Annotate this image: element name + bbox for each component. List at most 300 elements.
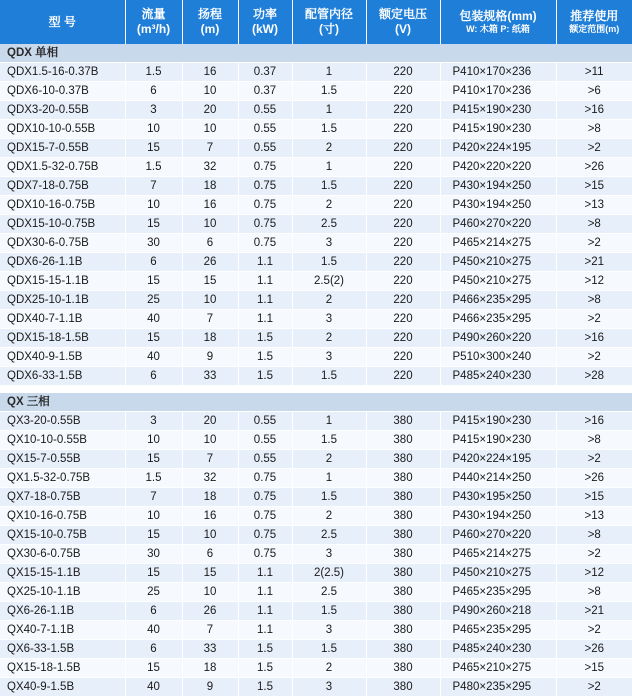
cell-package: P430×194×250 — [440, 196, 556, 215]
table-row — [0, 253, 632, 272]
cell-model: QDX10-16-0.75B — [0, 196, 125, 215]
cell-model: QX3-20-0.55B — [0, 412, 125, 431]
cell-recommend: >26 — [556, 469, 632, 488]
cell-voltage: 380 — [366, 602, 440, 621]
cell-flow: 1.5 — [125, 158, 182, 177]
cell-model: QX25-10-1.1B — [0, 583, 125, 602]
cell-package: P465×235×295 — [440, 583, 556, 602]
cell-model: QDX10-10-0.55B — [0, 120, 125, 139]
cell-model: QDX15-10-0.75B — [0, 215, 125, 234]
cell-voltage: 380 — [366, 621, 440, 640]
cell-flow: 15 — [125, 272, 182, 291]
cell-model: QX1.5-32-0.75B — [0, 469, 125, 488]
cell-head: 15 — [182, 564, 238, 583]
cell-flow: 30 — [125, 234, 182, 253]
cell-model: QDX6-10-0.37B — [0, 82, 125, 101]
cell-voltage: 220 — [366, 139, 440, 158]
table-row — [0, 621, 632, 640]
table-row — [0, 82, 632, 101]
cell-power: 0.75 — [238, 177, 292, 196]
cell-voltage: 380 — [366, 469, 440, 488]
table-row — [0, 158, 632, 177]
cell-head: 20 — [182, 412, 238, 431]
cell-pipe: 2 — [292, 291, 366, 310]
cell-power: 1.1 — [238, 564, 292, 583]
cell-package: P430×194×250 — [440, 177, 556, 196]
cell-voltage: 380 — [366, 526, 440, 545]
cell-model: QX40-9-1.5B — [0, 678, 125, 697]
cell-flow: 6 — [125, 253, 182, 272]
cell-package: P490×260×218 — [440, 602, 556, 621]
cell-recommend: >8 — [556, 215, 632, 234]
cell-voltage: 220 — [366, 367, 440, 386]
cell-recommend: >8 — [556, 526, 632, 545]
cell-recommend: >28 — [556, 367, 632, 386]
cell-pipe: 3 — [292, 310, 366, 329]
cell-model: QDX15-7-0.55B — [0, 139, 125, 158]
cell-head: 10 — [182, 82, 238, 101]
cell-flow: 10 — [125, 196, 182, 215]
cell-model: QDX25-10-1.1B — [0, 291, 125, 310]
cell-flow: 7 — [125, 177, 182, 196]
cell-pipe: 1.5 — [292, 82, 366, 101]
cell-recommend: >13 — [556, 507, 632, 526]
cell-package: P420×224×195 — [440, 139, 556, 158]
cell-recommend: >8 — [556, 431, 632, 450]
cell-voltage: 220 — [366, 158, 440, 177]
cell-pipe: 2 — [292, 659, 366, 678]
table-row — [0, 215, 632, 234]
cell-package: P410×170×236 — [440, 82, 556, 101]
cell-power: 1.1 — [238, 621, 292, 640]
cell-power: 0.75 — [238, 507, 292, 526]
cell-voltage: 380 — [366, 431, 440, 450]
cell-power: 0.75 — [238, 158, 292, 177]
cell-flow: 40 — [125, 348, 182, 367]
table-row — [0, 177, 632, 196]
cell-pipe: 1 — [292, 412, 366, 431]
header-flow: 流量 (m³/h) — [125, 0, 182, 44]
cell-package: P465×235×295 — [440, 621, 556, 640]
cell-model: QDX7-18-0.75B — [0, 177, 125, 196]
cell-pipe: 2.5 — [292, 583, 366, 602]
cell-recommend: >15 — [556, 177, 632, 196]
cell-pipe: 1 — [292, 158, 366, 177]
cell-head: 7 — [182, 310, 238, 329]
cell-flow: 15 — [125, 526, 182, 545]
cell-power: 0.75 — [238, 488, 292, 507]
table-row — [0, 545, 632, 564]
cell-recommend: >21 — [556, 253, 632, 272]
cell-package: P420×220×220 — [440, 158, 556, 177]
cell-power: 1.5 — [238, 640, 292, 659]
cell-pipe: 2 — [292, 329, 366, 348]
cell-pipe: 2 — [292, 196, 366, 215]
cell-voltage: 220 — [366, 177, 440, 196]
cell-model: QX6-26-1.1B — [0, 602, 125, 621]
table-row — [0, 367, 632, 386]
cell-head: 18 — [182, 659, 238, 678]
cell-package: P490×260×220 — [440, 329, 556, 348]
cell-flow: 6 — [125, 602, 182, 621]
cell-recommend: >16 — [556, 412, 632, 431]
cell-voltage: 220 — [366, 234, 440, 253]
cell-flow: 6 — [125, 640, 182, 659]
table-body — [0, 44, 632, 697]
cell-package: P450×210×275 — [440, 253, 556, 272]
cell-power: 0.37 — [238, 63, 292, 82]
cell-pipe: 2.5 — [292, 526, 366, 545]
cell-package: P430×194×250 — [440, 507, 556, 526]
cell-flow: 25 — [125, 291, 182, 310]
cell-power: 0.75 — [238, 545, 292, 564]
cell-power: 1.1 — [238, 253, 292, 272]
cell-head: 7 — [182, 621, 238, 640]
cell-flow: 3 — [125, 412, 182, 431]
cell-head: 32 — [182, 158, 238, 177]
cell-package: P450×210×275 — [440, 272, 556, 291]
cell-head: 6 — [182, 545, 238, 564]
cell-pipe: 1 — [292, 469, 366, 488]
cell-power: 0.37 — [238, 82, 292, 101]
cell-model: QX15-7-0.55B — [0, 450, 125, 469]
cell-package: P420×224×195 — [440, 450, 556, 469]
section-header-row — [0, 393, 632, 412]
cell-model: QDX15-15-1.1B — [0, 272, 125, 291]
cell-package: P415×190×230 — [440, 431, 556, 450]
cell-power: 0.55 — [238, 450, 292, 469]
cell-model: QX15-10-0.75B — [0, 526, 125, 545]
cell-power: 0.55 — [238, 139, 292, 158]
cell-head: 20 — [182, 101, 238, 120]
cell-head: 15 — [182, 272, 238, 291]
cell-power: 1.1 — [238, 310, 292, 329]
section-title: QDX 单相 — [0, 44, 632, 63]
cell-pipe: 2.5(2) — [292, 272, 366, 291]
cell-recommend: >12 — [556, 564, 632, 583]
table-row — [0, 526, 632, 545]
cell-model: QX15-15-1.1B — [0, 564, 125, 583]
cell-power: 1.5 — [238, 329, 292, 348]
header-pipe: 配管内径 (寸) — [292, 0, 366, 44]
cell-package: P460×270×220 — [440, 215, 556, 234]
cell-model: QDX15-18-1.5B — [0, 329, 125, 348]
cell-voltage: 220 — [366, 310, 440, 329]
header-package: 包装规格(mm) W: 木箱 P: 纸箱 — [440, 0, 556, 44]
cell-recommend: >2 — [556, 139, 632, 158]
table-row — [0, 431, 632, 450]
cell-recommend: >2 — [556, 621, 632, 640]
cell-recommend: >2 — [556, 310, 632, 329]
header-model: 型 号 — [0, 0, 125, 44]
cell-recommend: >2 — [556, 450, 632, 469]
cell-power: 1.5 — [238, 348, 292, 367]
cell-flow: 30 — [125, 545, 182, 564]
cell-recommend: >13 — [556, 196, 632, 215]
table-row — [0, 564, 632, 583]
cell-voltage: 220 — [366, 101, 440, 120]
cell-head: 9 — [182, 348, 238, 367]
cell-head: 32 — [182, 469, 238, 488]
cell-recommend: >26 — [556, 158, 632, 177]
cell-voltage: 220 — [366, 196, 440, 215]
table-row — [0, 139, 632, 158]
cell-model: QX15-18-1.5B — [0, 659, 125, 678]
table-row — [0, 234, 632, 253]
cell-pipe: 1.5 — [292, 120, 366, 139]
cell-recommend: >16 — [556, 101, 632, 120]
cell-voltage: 380 — [366, 640, 440, 659]
cell-model: QDX30-6-0.75B — [0, 234, 125, 253]
section-spacer — [0, 386, 632, 393]
cell-package: P466×235×295 — [440, 310, 556, 329]
cell-flow: 10 — [125, 431, 182, 450]
cell-head: 33 — [182, 640, 238, 659]
cell-power: 1.1 — [238, 583, 292, 602]
cell-pipe: 2(2.5) — [292, 564, 366, 583]
header-power: 功率 (kW) — [238, 0, 292, 44]
cell-flow: 40 — [125, 621, 182, 640]
cell-model: QDX3-20-0.55B — [0, 101, 125, 120]
cell-model: QDX6-33-1.5B — [0, 367, 125, 386]
cell-head: 18 — [182, 488, 238, 507]
cell-head: 16 — [182, 63, 238, 82]
cell-flow: 3 — [125, 101, 182, 120]
cell-pipe: 2 — [292, 139, 366, 158]
cell-voltage: 220 — [366, 82, 440, 101]
cell-package: P415×190×230 — [440, 412, 556, 431]
cell-power: 0.75 — [238, 196, 292, 215]
cell-recommend: >8 — [556, 120, 632, 139]
cell-package: P465×214×275 — [440, 545, 556, 564]
cell-power: 0.55 — [238, 431, 292, 450]
cell-flow: 7 — [125, 488, 182, 507]
cell-model: QX6-33-1.5B — [0, 640, 125, 659]
cell-recommend: >2 — [556, 545, 632, 564]
header-voltage: 额定电压 (V) — [366, 0, 440, 44]
cell-voltage: 380 — [366, 450, 440, 469]
cell-head: 10 — [182, 526, 238, 545]
table-row — [0, 310, 632, 329]
cell-pipe: 2 — [292, 450, 366, 469]
cell-pipe: 3 — [292, 678, 366, 697]
cell-power: 0.75 — [238, 215, 292, 234]
spacer-cell — [0, 386, 632, 393]
cell-head: 10 — [182, 120, 238, 139]
cell-model: QX40-7-1.1B — [0, 621, 125, 640]
cell-flow: 1.5 — [125, 63, 182, 82]
table-row — [0, 272, 632, 291]
cell-flow: 15 — [125, 450, 182, 469]
cell-head: 26 — [182, 253, 238, 272]
table-row — [0, 63, 632, 82]
table-row — [0, 602, 632, 621]
cell-head: 10 — [182, 291, 238, 310]
cell-head: 16 — [182, 507, 238, 526]
cell-recommend: >15 — [556, 488, 632, 507]
cell-model: QX30-6-0.75B — [0, 545, 125, 564]
cell-voltage: 380 — [366, 545, 440, 564]
cell-pipe: 1.5 — [292, 488, 366, 507]
table-row — [0, 101, 632, 120]
cell-model: QX10-16-0.75B — [0, 507, 125, 526]
cell-package: P415×190×230 — [440, 120, 556, 139]
cell-pipe: 3 — [292, 545, 366, 564]
cell-voltage: 380 — [366, 678, 440, 697]
table-row — [0, 640, 632, 659]
cell-flow: 15 — [125, 139, 182, 158]
cell-voltage: 220 — [366, 329, 440, 348]
cell-power: 1.5 — [238, 659, 292, 678]
cell-pipe: 2 — [292, 507, 366, 526]
cell-model: QDX40-9-1.5B — [0, 348, 125, 367]
cell-voltage: 380 — [366, 488, 440, 507]
cell-voltage: 380 — [366, 583, 440, 602]
cell-pipe: 2.5 — [292, 215, 366, 234]
cell-recommend: >26 — [556, 640, 632, 659]
cell-pipe: 1 — [292, 101, 366, 120]
cell-package: P466×235×295 — [440, 291, 556, 310]
cell-pipe: 3 — [292, 234, 366, 253]
cell-pipe: 1.5 — [292, 177, 366, 196]
cell-pipe: 1.5 — [292, 431, 366, 450]
cell-recommend: >11 — [556, 63, 632, 82]
cell-flow: 1.5 — [125, 469, 182, 488]
cell-package: P410×170×236 — [440, 63, 556, 82]
cell-package: P465×214×275 — [440, 234, 556, 253]
section-header-row — [0, 44, 632, 63]
table-row — [0, 450, 632, 469]
cell-head: 9 — [182, 678, 238, 697]
cell-pipe: 1.5 — [292, 367, 366, 386]
cell-pipe: 1.5 — [292, 253, 366, 272]
cell-model: QDX1.5-16-0.37B — [0, 63, 125, 82]
cell-flow: 40 — [125, 310, 182, 329]
cell-package: P480×235×295 — [440, 678, 556, 697]
cell-power: 1.1 — [238, 272, 292, 291]
cell-head: 10 — [182, 431, 238, 450]
cell-head: 10 — [182, 215, 238, 234]
cell-flow: 15 — [125, 564, 182, 583]
table-row — [0, 488, 632, 507]
cell-head: 10 — [182, 583, 238, 602]
header-recommend: 推荐使用 额定范围(m) — [556, 0, 632, 44]
cell-pipe: 1 — [292, 63, 366, 82]
cell-pipe: 3 — [292, 621, 366, 640]
cell-power: 1.5 — [238, 678, 292, 697]
cell-power: 1.5 — [238, 367, 292, 386]
cell-voltage: 220 — [366, 272, 440, 291]
cell-recommend: >2 — [556, 234, 632, 253]
table-row — [0, 678, 632, 697]
cell-recommend: >16 — [556, 329, 632, 348]
cell-voltage: 220 — [366, 291, 440, 310]
cell-recommend: >12 — [556, 272, 632, 291]
cell-head: 18 — [182, 329, 238, 348]
header-head: 扬程 (m) — [182, 0, 238, 44]
cell-model: QX7-18-0.75B — [0, 488, 125, 507]
cell-power: 0.55 — [238, 101, 292, 120]
cell-voltage: 380 — [366, 412, 440, 431]
cell-package: P510×300×240 — [440, 348, 556, 367]
table-row — [0, 469, 632, 488]
table-row — [0, 329, 632, 348]
table-row — [0, 507, 632, 526]
cell-recommend: >2 — [556, 348, 632, 367]
cell-voltage: 220 — [366, 120, 440, 139]
cell-recommend: >21 — [556, 602, 632, 621]
cell-power: 0.75 — [238, 526, 292, 545]
cell-power: 0.75 — [238, 234, 292, 253]
cell-flow: 40 — [125, 678, 182, 697]
table-row — [0, 412, 632, 431]
cell-flow: 6 — [125, 367, 182, 386]
cell-voltage: 220 — [366, 253, 440, 272]
cell-power: 0.55 — [238, 412, 292, 431]
cell-package: P465×210×275 — [440, 659, 556, 678]
cell-flow: 15 — [125, 659, 182, 678]
cell-flow: 10 — [125, 507, 182, 526]
cell-voltage: 220 — [366, 348, 440, 367]
cell-package: P460×270×220 — [440, 526, 556, 545]
cell-flow: 10 — [125, 120, 182, 139]
cell-power: 0.55 — [238, 120, 292, 139]
cell-voltage: 220 — [366, 63, 440, 82]
cell-head: 33 — [182, 367, 238, 386]
cell-package: P450×210×275 — [440, 564, 556, 583]
cell-power: 0.75 — [238, 469, 292, 488]
cell-package: P485×240×230 — [440, 367, 556, 386]
cell-flow: 15 — [125, 329, 182, 348]
cell-voltage: 380 — [366, 659, 440, 678]
table-row — [0, 583, 632, 602]
cell-recommend: >6 — [556, 82, 632, 101]
cell-model: QDX6-26-1.1B — [0, 253, 125, 272]
cell-recommend: >2 — [556, 678, 632, 697]
section-title: QX 三相 — [0, 393, 632, 412]
table-row — [0, 196, 632, 215]
cell-package: P485×240×230 — [440, 640, 556, 659]
cell-recommend: >8 — [556, 291, 632, 310]
cell-voltage: 380 — [366, 507, 440, 526]
cell-pipe: 1.5 — [292, 602, 366, 621]
cell-power: 1.1 — [238, 291, 292, 310]
cell-flow: 25 — [125, 583, 182, 602]
cell-head: 7 — [182, 139, 238, 158]
cell-recommend: >15 — [556, 659, 632, 678]
cell-head: 18 — [182, 177, 238, 196]
cell-head: 6 — [182, 234, 238, 253]
cell-head: 26 — [182, 602, 238, 621]
table-header — [0, 0, 632, 44]
cell-voltage: 380 — [366, 564, 440, 583]
cell-head: 7 — [182, 450, 238, 469]
cell-voltage: 220 — [366, 215, 440, 234]
cell-package: P415×190×230 — [440, 101, 556, 120]
cell-package: P440×214×250 — [440, 469, 556, 488]
cell-recommend: >8 — [556, 583, 632, 602]
table-row — [0, 120, 632, 139]
cell-head: 16 — [182, 196, 238, 215]
cell-package: P430×195×250 — [440, 488, 556, 507]
cell-pipe: 1.5 — [292, 640, 366, 659]
cell-model: QDX40-7-1.1B — [0, 310, 125, 329]
table-row — [0, 659, 632, 678]
cell-model: QDX1.5-32-0.75B — [0, 158, 125, 177]
table-row — [0, 291, 632, 310]
cell-flow: 15 — [125, 215, 182, 234]
cell-model: QX10-10-0.55B — [0, 431, 125, 450]
